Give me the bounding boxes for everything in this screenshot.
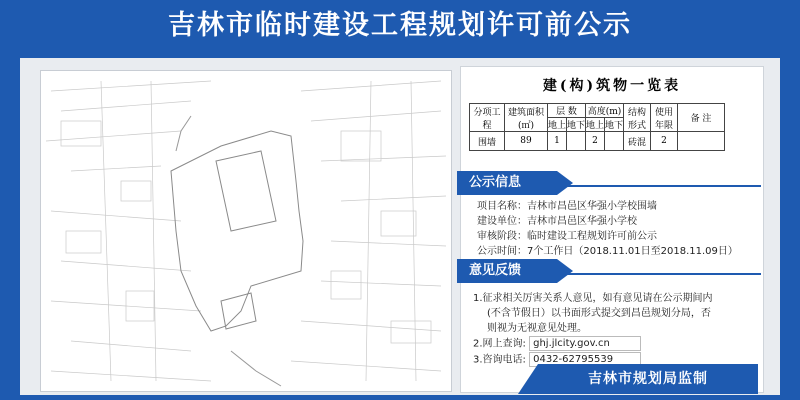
feedback-section-title: 意见反馈 bbox=[457, 259, 557, 283]
web-link[interactable]: ghj.jlcity.gov.cn bbox=[529, 336, 641, 351]
info-builder: 建设单位：吉林市昌邑区华强小学校 bbox=[477, 216, 637, 227]
feedback-web bbox=[473, 336, 757, 352]
header-floors: 层 数 bbox=[548, 104, 586, 118]
cell-note bbox=[678, 132, 725, 151]
info-section-title: 公示信息 bbox=[457, 171, 557, 195]
cell-area: 89 bbox=[505, 132, 548, 151]
info-review-stage: 审核阶段：临时建设工程规划许可前公示 bbox=[477, 231, 657, 242]
cell-floors-above: 1 bbox=[548, 132, 567, 151]
cell-structure: 砖混 bbox=[624, 132, 651, 151]
phone-label: 3.咨询电话: bbox=[473, 354, 526, 365]
feedback-list bbox=[473, 291, 757, 367]
header-height: 高度(m) bbox=[586, 104, 624, 118]
web-label: 2.网上查询: bbox=[473, 338, 526, 350]
header-floors-above: 地上 bbox=[548, 118, 567, 132]
table-title: 建(构)筑物一览表 bbox=[542, 78, 682, 94]
buildings-table bbox=[469, 103, 725, 151]
header-height-below: 地下 bbox=[605, 118, 624, 132]
issuer-banner: 吉林市规划局监制 bbox=[538, 364, 758, 394]
header-structure: 结构形式 bbox=[624, 104, 651, 132]
header-note: 备 注 bbox=[678, 104, 725, 132]
cell-project: 围墙 bbox=[470, 132, 505, 151]
info-list bbox=[477, 199, 738, 259]
header-project: 分项工程 bbox=[470, 104, 505, 132]
header-area bbox=[505, 104, 548, 132]
info-period: 公示时间：7个工作日（2018.11.01日至2018.11.09日） bbox=[477, 246, 738, 257]
feedback-item-1b: (不含节假日）以书面形式提交到昌邑规划分局，否 bbox=[487, 308, 711, 319]
notice-board bbox=[20, 58, 780, 395]
table-row bbox=[470, 132, 725, 151]
cell-height-below bbox=[605, 132, 624, 151]
cell-floors-below bbox=[567, 132, 586, 151]
page-title: 吉林市临时建设工程规划许可前公示 bbox=[0, 0, 800, 52]
info-panel bbox=[460, 66, 764, 393]
cell-years: 2 bbox=[651, 132, 678, 151]
header-area-unit: (㎡) bbox=[517, 120, 535, 131]
phone-number: 0432-62795539 bbox=[529, 352, 641, 367]
header-floors-below: 地下 bbox=[567, 118, 586, 132]
feedback-item-1c: 则视为无视意见处理。 bbox=[487, 323, 587, 334]
site-plan-map bbox=[40, 70, 452, 392]
header-years: 使用年限 bbox=[651, 104, 678, 132]
info-project-name: 项目名称：吉林市昌邑区华强小学校围墙 bbox=[477, 201, 657, 212]
site-plan-drawing bbox=[41, 71, 451, 391]
header-height-above: 地上 bbox=[586, 118, 605, 132]
cell-height-above: 2 bbox=[586, 132, 605, 151]
header-area-label: 建筑面积 bbox=[507, 107, 544, 118]
feedback-item-1a: 1.征求相关厉害关系人意见，如有意见请在公示期间内 bbox=[473, 293, 713, 304]
